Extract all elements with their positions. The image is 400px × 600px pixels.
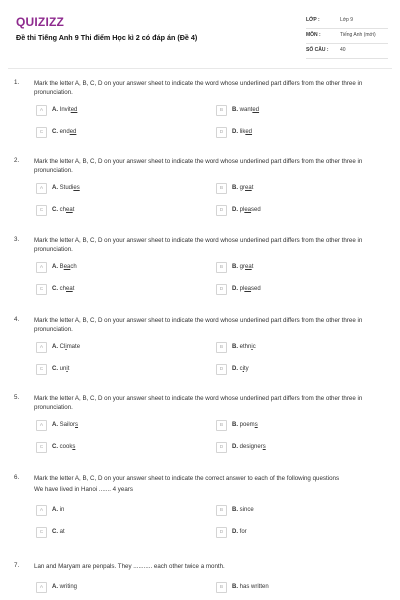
option-letter: B. [232, 263, 238, 270]
option-letter: D. [232, 528, 238, 535]
option-letter-box[interactable]: D [216, 364, 227, 375]
option-text [232, 366, 249, 372]
option-text [52, 207, 74, 213]
question-number: 6. [14, 474, 20, 481]
question-number: 1. [14, 79, 20, 86]
meta-label: MÔN : [306, 32, 321, 38]
option-word-start: Cl [59, 343, 66, 350]
option-text [52, 185, 80, 191]
question-prompt: We have lived in Hanoi ....... 4 years [34, 486, 133, 493]
underlined-part: s [72, 443, 76, 450]
header-divider [8, 68, 392, 69]
option-text [232, 529, 247, 535]
underlined-part: ea [66, 285, 73, 292]
question-number: 3. [14, 236, 20, 243]
meta-label: LỚP : [306, 17, 320, 23]
underlined-part: s [254, 421, 258, 428]
option-letter-box[interactable]: A [36, 420, 47, 431]
option-text [52, 286, 74, 292]
option-text [52, 444, 75, 450]
option-letter: B. [232, 506, 238, 513]
option-word-start: cook [59, 443, 73, 450]
option-word-start: since [239, 506, 254, 513]
underlined-part: i [242, 365, 245, 372]
option-letter: C. [52, 443, 58, 450]
option-letter-box[interactable]: D [216, 127, 227, 138]
question-number: 4. [14, 316, 20, 323]
option-letter-box[interactable]: A [36, 505, 47, 516]
option-text [232, 344, 256, 350]
option-word-start: has written [239, 583, 269, 590]
option-word-start: un [59, 365, 67, 372]
option-letter: D. [232, 285, 238, 292]
option-word-start: poem [239, 421, 255, 428]
option-letter: A. [52, 583, 58, 590]
option-text [52, 107, 77, 113]
option-text [232, 107, 259, 113]
underlined-part: s [75, 421, 79, 428]
option-word-end: t [251, 184, 254, 191]
option-letter-box[interactable]: A [36, 342, 47, 353]
option-letter-box[interactable]: D [216, 442, 227, 453]
underlined-part: ed [70, 106, 78, 113]
option-word-start: lik [239, 128, 246, 135]
underlined-part: i [66, 365, 68, 372]
underlined-part: ea [63, 263, 71, 270]
option-text [232, 507, 254, 513]
option-letter-box[interactable]: A [36, 582, 47, 593]
option-word-end: t [72, 206, 75, 213]
option-text [232, 444, 266, 450]
option-word-end: t [72, 285, 75, 292]
option-word-start: gr [239, 184, 246, 191]
option-letter-box[interactable]: C [36, 284, 47, 295]
document-title: Đề thi Tiếng Anh 9 Thi điểm Học kì 2 có đáp án (Đề 4) [16, 33, 198, 42]
question-number: 2. [14, 157, 20, 164]
option-word-start: Studi [59, 184, 74, 191]
option-letter-box[interactable]: C [36, 205, 47, 216]
underlined-part: ed [245, 128, 253, 135]
underlined-part: ea [245, 184, 252, 191]
meta-label: SỐ CÂU : [306, 47, 329, 53]
question-number: 5. [14, 394, 20, 401]
option-word-start: for [239, 528, 247, 535]
option-word-end: t [67, 365, 70, 372]
option-word-end: c [252, 343, 256, 350]
meta-row-subject [306, 29, 388, 44]
option-letter: A. [52, 421, 58, 428]
option-text [52, 422, 78, 428]
option-text [232, 422, 258, 428]
question-text: Lan and Maryam are penpals. They ........... each other twice a month. [34, 563, 225, 570]
option-word-start: at [59, 528, 65, 535]
option-word-start: Sailor [59, 421, 76, 428]
option-letter: B. [232, 106, 238, 113]
option-letter: C. [52, 128, 58, 135]
option-letter-box[interactable]: C [36, 364, 47, 375]
option-letter-box[interactable]: B [216, 183, 227, 194]
underlined-part: i [65, 343, 67, 350]
meta-row-class [306, 14, 388, 29]
option-letter-box[interactable]: B [216, 420, 227, 431]
option-letter: B. [232, 343, 238, 350]
option-text [232, 286, 261, 292]
option-text [52, 264, 77, 270]
option-letter: A. [52, 184, 58, 191]
underlined-part: ea [245, 263, 252, 270]
option-letter: D. [232, 206, 238, 213]
page-header [0, 0, 400, 68]
option-letter-box[interactable]: B [216, 505, 227, 516]
option-letter-box[interactable]: D [216, 205, 227, 216]
question-text: Mark the letter A, B, C, D on your answer sheet to indicate the word whose underlined part differs from the other three in pronunciation. [34, 237, 363, 253]
option-word-start: end [59, 128, 70, 135]
option-letter: D. [232, 128, 238, 135]
option-text [52, 529, 65, 535]
option-letter: D. [232, 365, 238, 372]
option-text [232, 584, 269, 590]
underlined-part: ed [69, 128, 77, 135]
option-word-start: writing [59, 583, 78, 590]
option-word-start: B [59, 263, 64, 270]
option-text [52, 344, 80, 350]
option-text [52, 507, 64, 513]
option-word-start: ch [59, 206, 67, 213]
option-letter-box[interactable]: D [216, 284, 227, 295]
option-letter-box[interactable]: A [36, 105, 47, 116]
underlined-part: i [251, 343, 253, 350]
option-letter: D. [232, 443, 238, 450]
meta-value: Tiếng Anh (mới) [340, 32, 376, 38]
option-letter-box[interactable]: C [36, 127, 47, 138]
underlined-part: ea [244, 206, 252, 213]
underlined-part: ea [244, 285, 252, 292]
question-text: Mark the letter A, B, C, D on your answer sheet to indicate the word whose underlined part differs from the other three in pronunciation. [34, 317, 363, 333]
option-text [52, 366, 69, 372]
option-text [232, 264, 253, 270]
meta-panel [306, 14, 388, 59]
option-letter: B. [232, 583, 238, 590]
option-word-start: ch [59, 285, 67, 292]
option-text [232, 185, 253, 191]
option-letter-box[interactable]: C [36, 442, 47, 453]
option-letter: A. [52, 506, 58, 513]
option-letter: C. [52, 528, 58, 535]
underlined-part: ea [66, 206, 73, 213]
option-letter-box[interactable]: B [216, 262, 227, 273]
option-letter: A. [52, 263, 58, 270]
option-letter: B. [232, 421, 238, 428]
option-letter: A. [52, 106, 58, 113]
meta-row-count [306, 44, 388, 59]
underlined-part: es [73, 184, 80, 191]
option-letter-box[interactable]: A [36, 183, 47, 194]
option-word-start: Invit [59, 106, 71, 113]
option-letter-box[interactable]: B [216, 582, 227, 593]
meta-value: 40 [340, 47, 346, 53]
option-word-start: want [239, 106, 253, 113]
option-letter-box[interactable]: A [36, 262, 47, 273]
question-text: Mark the letter A, B, C, D on your answer sheet to indicate the word whose underlined part differs from the other three in pronunciation. [34, 80, 363, 96]
underlined-part: ed [252, 106, 260, 113]
option-letter: A. [52, 343, 58, 350]
option-text [232, 129, 252, 135]
quizizz-logo[interactable]: QUIZIZZ [16, 15, 65, 29]
option-letter-box[interactable]: D [216, 527, 227, 538]
option-letter-box[interactable]: C [36, 527, 47, 538]
option-letter: C. [52, 206, 58, 213]
option-word-start: pl [239, 206, 245, 213]
option-word-end: ty [244, 365, 249, 372]
option-word-end: mate [66, 343, 81, 350]
option-word-start: gr [239, 263, 246, 270]
question-text: Mark the letter A, B, C, D on your answer sheet to indicate the word whose underlined part differs from the other three in pronunciation. [34, 395, 363, 411]
option-word-start: designer [239, 443, 263, 450]
option-word-start: ethn [239, 343, 252, 350]
option-word-end: sed [251, 206, 261, 213]
option-letter-box[interactable]: B [216, 342, 227, 353]
option-word-start: c [239, 365, 243, 372]
question-text: Mark the letter A, B, C, D on your answer sheet to indicate the correct answer to each of the following questions [34, 475, 340, 482]
underlined-part: s [262, 443, 266, 450]
question-text: Mark the letter A, B, C, D on your answer sheet to indicate the word whose underlined part differs from the other three in pronunciation. [34, 158, 363, 174]
option-letter-box[interactable]: B [216, 105, 227, 116]
option-word-start: pl [239, 285, 245, 292]
option-letter: B. [232, 184, 238, 191]
option-letter: C. [52, 285, 58, 292]
option-text [232, 207, 261, 213]
meta-value: Lớp 9 [340, 17, 354, 23]
question-number: 7. [14, 562, 20, 569]
option-text [52, 584, 77, 590]
option-word-end: t [251, 263, 254, 270]
option-word-end: ch [70, 263, 77, 270]
option-text [52, 129, 76, 135]
option-word-start: in [59, 506, 65, 513]
option-word-end: sed [251, 285, 261, 292]
option-letter: C. [52, 365, 58, 372]
